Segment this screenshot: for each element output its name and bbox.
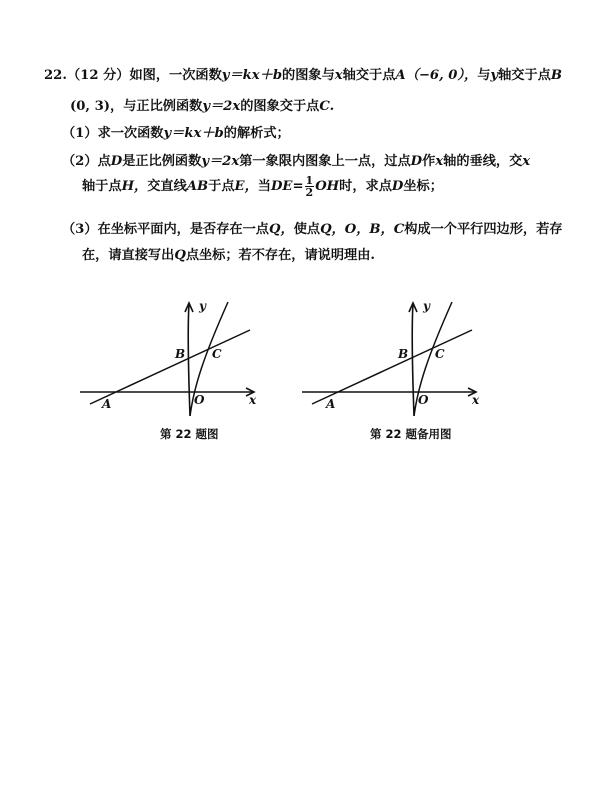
point-h: H， bbox=[121, 179, 148, 194]
point-q: Q， bbox=[269, 222, 294, 237]
question-1-text: 求一次函数 bbox=[97, 126, 164, 141]
question-2-text: 坐标； bbox=[403, 179, 443, 194]
line-ab bbox=[312, 330, 472, 404]
segment-de: DE= bbox=[270, 179, 304, 194]
x-variable: x bbox=[334, 68, 343, 83]
label-a: A bbox=[326, 397, 336, 411]
question-2-text: 时，求点 bbox=[339, 179, 392, 194]
figure-backup bbox=[300, 296, 484, 420]
question-2-text: 点 bbox=[97, 154, 111, 169]
question-2-text: 轴的垂线，交 bbox=[443, 154, 523, 169]
point-d: D bbox=[391, 179, 404, 194]
linear-function: y＝kx＋b bbox=[221, 68, 283, 83]
line-ab bbox=[90, 330, 250, 404]
points-qobc: Q，O，B，C bbox=[320, 222, 405, 237]
intro-text: 如图，一次函数 bbox=[129, 68, 222, 83]
question-3-text: 点坐标；若不存在，请说明理由. bbox=[185, 248, 376, 263]
question-2-text: 第一象限内图象上一点，过点 bbox=[239, 154, 411, 169]
figure-backup-caption: 第 22 题备用图 bbox=[370, 427, 452, 441]
y-axis bbox=[188, 304, 190, 416]
intro-text: 与 bbox=[477, 68, 491, 83]
label-x: x bbox=[472, 393, 480, 407]
proportional-function: y＝2x bbox=[202, 99, 241, 114]
intro-text: 的图象与 bbox=[282, 68, 335, 83]
label-b: B bbox=[175, 347, 186, 361]
point-e: E， bbox=[234, 179, 258, 194]
question-2-function: y＝2x bbox=[201, 154, 240, 169]
label-b: B bbox=[398, 347, 409, 361]
point-c: C. bbox=[319, 99, 335, 114]
question-2-text: 交直线 bbox=[147, 179, 187, 194]
question-3-line-2 bbox=[82, 244, 375, 263]
question-2-text: 当 bbox=[257, 179, 271, 194]
point-d: D bbox=[410, 154, 423, 169]
point-d: D bbox=[110, 154, 123, 169]
question-2-text: 作 bbox=[422, 154, 436, 169]
question-1-label: （1） bbox=[62, 126, 98, 141]
question-2-text: 于点 bbox=[208, 179, 235, 194]
point-b: B bbox=[550, 68, 562, 83]
label-x: x bbox=[249, 393, 257, 407]
question-2-label: （2） bbox=[62, 154, 98, 169]
question-2-text: 是正比例函数 bbox=[122, 154, 202, 169]
question-3-text: 在，请直接写出 bbox=[82, 248, 175, 263]
line-ab: AB bbox=[186, 179, 209, 194]
intro-text: (0, 3)，与正比例函数 bbox=[70, 99, 203, 114]
question-2-line-2 bbox=[82, 175, 443, 198]
intro-text: 的图象交于点 bbox=[240, 99, 320, 114]
y-axis bbox=[412, 304, 414, 416]
label-a: A bbox=[102, 397, 112, 411]
x-variable: x bbox=[435, 154, 444, 169]
intro-text: 轴交于点 bbox=[498, 68, 551, 83]
intro-text: 轴交于点 bbox=[342, 68, 396, 83]
fraction-numerator: 1 bbox=[305, 174, 314, 187]
point-q: Q bbox=[174, 248, 186, 263]
question-3-label: （3） bbox=[62, 222, 98, 237]
question-3-line-1 bbox=[62, 218, 563, 237]
label-o: O bbox=[418, 393, 429, 407]
problem-line-2 bbox=[70, 95, 334, 114]
figure-main bbox=[78, 296, 262, 420]
label-c: C bbox=[212, 347, 222, 361]
fraction-one-half bbox=[305, 175, 315, 198]
label-c: C bbox=[435, 347, 445, 361]
question-3-text: 构成一个平行四边形，若存 bbox=[404, 222, 563, 237]
problem-line-1 bbox=[44, 64, 562, 83]
label-o: O bbox=[194, 393, 205, 407]
point-a: A（−6, 0）， bbox=[395, 68, 478, 83]
problem-number: 22. bbox=[44, 68, 67, 83]
label-y: y bbox=[423, 299, 430, 313]
y-variable: y bbox=[490, 68, 499, 83]
question-3-text: 在坐标平面内，是否存在一点 bbox=[97, 222, 269, 237]
question-1-function: y＝kx＋b bbox=[163, 126, 224, 141]
label-y: y bbox=[199, 299, 206, 313]
fraction-denominator: 2 bbox=[305, 186, 314, 199]
figure-main-caption: 第 22 题图 bbox=[160, 427, 219, 441]
question-1 bbox=[62, 122, 290, 141]
problem-points: （12 分） bbox=[66, 68, 130, 83]
segment-oh: OH bbox=[315, 179, 340, 194]
question-1-text: 的解析式； bbox=[223, 126, 290, 141]
question-3-text: 使点 bbox=[293, 222, 321, 237]
question-2-text: 轴于点 bbox=[82, 179, 122, 194]
question-2-line-1 bbox=[62, 150, 530, 169]
x-variable: x bbox=[522, 154, 531, 169]
